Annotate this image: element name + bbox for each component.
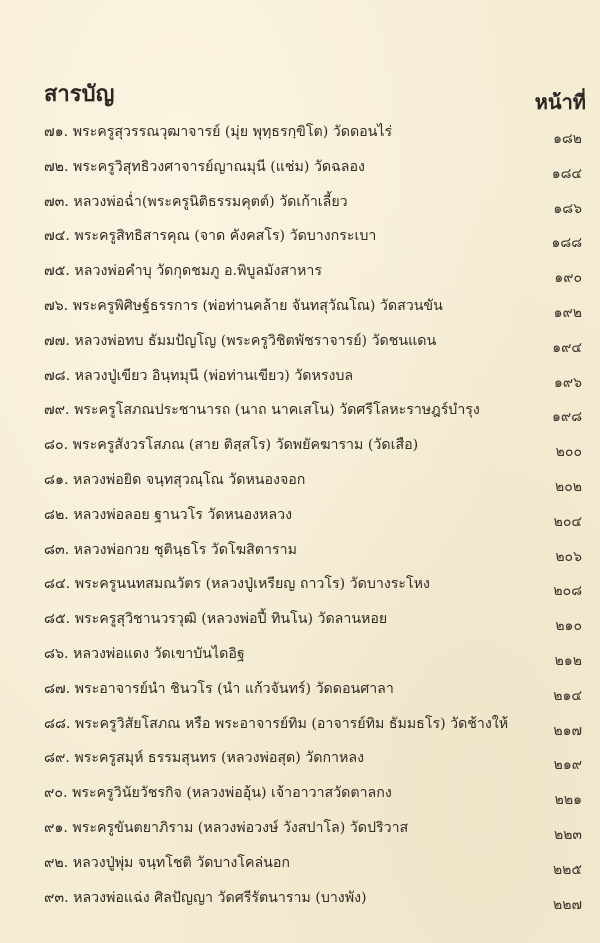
toc-entry-title: ๗๗. หลวงพ่อทบ ธัมมปัญโญ (พระครูวิชิตพัชราจารย์) วัดชนแดน [44, 332, 437, 349]
toc-entry-title: ๘๒. หลวงพ่อลอย ฐานวโร วัดหนองหลวง [44, 506, 292, 523]
toc-entry [44, 360, 588, 395]
toc-entry [44, 568, 588, 603]
toc-entry [44, 708, 588, 743]
toc-entry-page-number: ๑๙๐ [554, 270, 582, 287]
toc-entry-title: ๗๙. พระครูโสภณประชานารถ (นาถ นาคเสโน) วัดศรีโลหะราษฎร์บำรุง [44, 402, 480, 419]
toc-entry [44, 116, 588, 151]
toc-entry [44, 151, 588, 186]
toc-entry [44, 742, 588, 777]
toc-entry [44, 499, 588, 534]
toc-entry-page-number: ๒๑๒ [554, 652, 582, 669]
toc-entry [44, 429, 588, 464]
toc-entry-page-number: ๒๑๔ [553, 687, 582, 704]
toc-entry [44, 603, 588, 638]
toc-entry-page-number: ๑๙๘ [552, 409, 582, 426]
toc-entry-title: ๗๘. หลวงปู่เขียว อินฺทมุนี (พ่อท่านเขียว) วัดหรงบล [44, 367, 354, 384]
toc-entry [44, 638, 588, 673]
toc-entry-page-number: ๒๑๙ [553, 757, 582, 774]
toc-entry-title: ๘๐. พระครูสังวรโสภณ (สาย ติสฺสโร) วัดพยัคฆาราม (วัดเสือ) [44, 437, 419, 454]
toc-entry-title: ๗๑. พระครูสุวรรณวุฒาจารย์ (มุ่ย พุทฺธรกฺขิโต) วัดดอนไร่ [44, 124, 393, 140]
toc-entry-page-number: ๑๘๔ [551, 165, 582, 182]
toc-entry-title: ๘๓. หลวงพ่อกวย ชุตินฺธโร วัดโฆสิตาราม [44, 541, 297, 558]
toc-entry-page-number: ๒๐๒ [554, 478, 582, 495]
toc-header [44, 76, 586, 116]
toc-entry-title: ๙๐. พระครูวินัยวัชรกิจ (หลวงพ่ออุ้น) เจ้าอาวาสวัดตาลกง [44, 785, 392, 802]
toc-entry-title: ๗๒. พระครูวิสุทธิวงศาจารย์ญาณมุนี (แช่ม) วัดฉลอง [44, 158, 365, 175]
toc-entry [44, 186, 588, 221]
toc-entry-page-number: ๒๒๑ [554, 792, 582, 809]
toc-entry [44, 290, 588, 325]
toc-entry-page-number: ๒๑๐ [555, 618, 582, 635]
toc-entry-title: ๙๒. หลวงปู่พุ่ม จนฺทโชติ วัดบางโคล่นอก [44, 854, 290, 871]
toc-entry-page-number: ๑๙๖ [553, 374, 582, 391]
toc-entry-title: ๘๙. พระครูสมุห์ ธรรมสุนทร (หลวงพ่อสุด) วัดกาหลง [44, 750, 365, 767]
toc-title: สารบัญ [44, 82, 115, 107]
page-column-label: หน้าที่ [534, 90, 586, 114]
toc-entry [44, 882, 588, 917]
toc-entry-title: ๗๖. พระครูพิศิษฐ์ธรรการ (พ่อท่านคล้าย จันทสุวัณโณ) วัดสวนขัน [44, 297, 443, 314]
toc-entry [44, 673, 588, 708]
toc-entry [44, 220, 588, 255]
toc-entry [44, 777, 588, 812]
toc-entry [44, 394, 588, 429]
toc-entry-page-number: ๒๒๓ [553, 826, 582, 843]
toc-entry-page-number: ๒๐๖ [555, 548, 582, 565]
toc-entry [44, 325, 588, 360]
toc-entry [44, 255, 588, 290]
toc-entry [44, 812, 588, 847]
toc-entry-title: ๘๔. พระครูนนทสมณวัตร (หลวงปู่เหรียญ ถาวโร) วัดบางระโหง [44, 576, 430, 593]
toc-entry-page-number: ๑๘๒ [553, 131, 582, 147]
toc-entry-page-number: ๑๙๒ [553, 304, 582, 321]
toc-entry-page-number: ๑๘๖ [553, 200, 582, 217]
toc-entry-title: ๗๓. หลวงพ่อฉ่ำ(พระครูนิติธรรมคุตต์) วัดเก้าเลี้ยว [44, 193, 348, 210]
toc-entry-title: ๘๘. พระครูวิสัยโสภณ หรือ พระอาจารย์ทิม (อาจารย์ทิม ธัมมธโร) วัดช้างให้ [44, 715, 509, 732]
toc-entry-title: ๗๕. หลวงพ่อคำบุ วัดกุดชมภู อ.พิบูลมังสาหาร [44, 263, 322, 280]
toc-list [44, 116, 588, 916]
toc-entry-page-number: ๒๑๗ [553, 722, 582, 739]
toc-entry-title: ๘๕. พระครูสุวิชานวรวุฒิ (หลวงพ่อปี้ ทินโน) วัดลานหอย [44, 611, 388, 628]
toc-entry-page-number: ๑๘๘ [551, 235, 582, 252]
toc-entry-page-number: ๒๐๔ [553, 513, 582, 530]
toc-entry-title: ๘๖. หลวงพ่อแดง วัดเขาบันไดอิฐ [44, 645, 245, 662]
toc-entry [44, 464, 588, 499]
toc-entry-title: ๙๓. หลวงพ่อแฉ่ง ศิลปัญญา วัดศรีรัตนาราม (บางพัง) [44, 889, 367, 906]
toc-entry-title: ๘๑. หลวงพ่อยิด จนฺทสุวณฺโณ วัดหนองจอก [44, 471, 306, 488]
toc-entry-title: ๗๔. พระครูสิทธิสารคุณ (จาด คังคสโร) วัดบางกระเบา [44, 228, 377, 245]
toc-entry-title: ๘๗. พระอาจารย์นำ ชินวโร (นำ แก้วจันทร์) วัดดอนศาลา [44, 680, 394, 697]
toc-entry [44, 847, 588, 882]
toc-entry-title: ๙๑. พระครูขันตยาภิราม (หลวงพ่อวงษ์ วังสปาโล) วัดปริวาส [44, 819, 409, 836]
toc-entry-page-number: ๒๐๐ [555, 444, 582, 461]
toc-entry-page-number: ๑๙๔ [552, 339, 582, 356]
toc-entry [44, 534, 588, 569]
toc-entry-page-number: ๒๒๗ [553, 896, 582, 913]
toc-entry-page-number: ๒๒๕ [552, 861, 582, 878]
toc-entry-page-number: ๒๐๘ [553, 583, 582, 600]
